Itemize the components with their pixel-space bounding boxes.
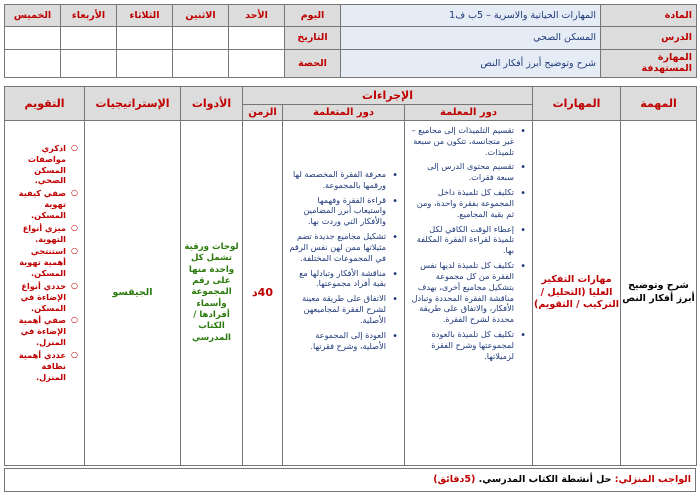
- list-item: • تشكيل مجاميع جديدة تضم مثيلاتها ممن لهن نفس الرقم في المجموعات المختلفة.: [287, 231, 398, 263]
- list-item: • تكليف كل تلميذة داخل المجموعة بفقرة واحدة، ومن ثم بقية المجاميع.: [409, 187, 526, 219]
- lesson-value: المسكن الصحي: [341, 27, 601, 49]
- skills-header: المهارات: [533, 87, 621, 121]
- teacher-role-header: دور المعلمة: [405, 105, 533, 121]
- list-item: ○ صفي أهمية الإضاءة في المنزل.: [9, 315, 78, 347]
- date-cell: [117, 27, 173, 49]
- day-tuesday: الثلاثاء: [117, 5, 173, 27]
- period-cell: [5, 49, 61, 77]
- subject-value: المهارات الحياتية والاسرية – 5ب ف1: [341, 5, 601, 27]
- homework-bar: [4, 468, 696, 492]
- target-skill-label: المهارة المستهدفة: [601, 49, 697, 77]
- tools-cell: لوحات ورقية تشمل كل واحدة منها على رقم المجموعة وأسماء أفرادها / الكتاب المدرسي: [181, 121, 243, 466]
- period-cell: [117, 49, 173, 77]
- homework-text: حل أنشطة الكتاب المدرسي.: [478, 474, 612, 485]
- lesson-label: الدرس: [601, 27, 697, 49]
- evaluation-cell: [5, 121, 85, 466]
- list-item: • الاتفاق على طريقة معينة لشرح الفقرة لمجاميعهن الأصلية.: [287, 293, 398, 325]
- period-cell: [173, 49, 229, 77]
- list-item: ○ استنتجي أهمية تهوية المسكن.: [9, 246, 78, 278]
- homework-label: الواجب المنزلي:: [614, 474, 691, 485]
- list-item: • قراءة الفقرة وفهمها واستيعاب أبرز المضامين والأفكار التي وردت بها.: [287, 195, 398, 227]
- date-cell: [229, 27, 285, 49]
- task-header: المهمة: [621, 87, 697, 121]
- evaluation-header: التقويم: [5, 87, 85, 121]
- tools-header: الأدوات: [181, 87, 243, 121]
- date-cell: [173, 27, 229, 49]
- period-cell: [229, 49, 285, 77]
- strategy-cell: الجيقسو: [85, 121, 181, 466]
- list-item: • تكليف كل تلميذة لديها نفس الفقرة من كل مجموعة بتشكيل مجاميع أخرى، بهدف مناقشة الفقرة المحددة وتبادل الأفكار، والاتفاق على طريقة محددة لشرح الفقرة.: [409, 260, 526, 325]
- date-label: التاريخ: [285, 27, 341, 49]
- time-cell: 40د: [243, 121, 283, 466]
- day-thursday: الخميس: [5, 5, 61, 27]
- strategies-header: الإستراتيجيات: [85, 87, 181, 121]
- skills-cell: مهارات التفكير العليا (التحليل / التركيب / التقويم): [533, 121, 621, 466]
- learner-role-header: دور المتعلمة: [283, 105, 405, 121]
- task-cell: شرح وتوضيح أبرز أفكار النص: [621, 121, 697, 466]
- day-monday: الاثنين: [173, 5, 229, 27]
- date-cell: [61, 27, 117, 49]
- list-item: • إعطاء الوقت الكافي لكل تلميذة لقراءة الفقرة المكلفة بها.: [409, 224, 526, 256]
- list-item: • مناقشة الأفكار وتبادلها مع بقية أفراد مجموعتها.: [287, 268, 398, 290]
- list-item: • معرفة الفقرة المخصصة لها ورقمها بالمجموعة.: [287, 169, 398, 191]
- list-item: • تكليف كل تلميذة بالعودة لمجموعتها وشرح الفقرة لزميلاتها.: [409, 329, 526, 361]
- target-skill-value: شرح وتوضيح أبرز أفكار النص: [341, 49, 601, 77]
- list-item: ○ حددي أنواع الإضاءة في المسكن.: [9, 281, 78, 313]
- lesson-header-table: [4, 4, 697, 78]
- period-cell: [61, 49, 117, 77]
- day-label: اليوم: [285, 5, 341, 27]
- subject-label: المادة: [601, 5, 697, 27]
- time-header: الزمن: [243, 105, 283, 121]
- date-cell: [5, 27, 61, 49]
- homework-time: (5دقائق): [433, 474, 476, 485]
- list-item: ○ صفي كيفية تهوية المسكن.: [9, 188, 78, 220]
- learner-role-cell: [283, 121, 405, 466]
- day-wednesday: الأربعاء: [61, 5, 117, 27]
- procedures-header: الإجراءات: [243, 87, 533, 105]
- lesson-plan-table: [4, 86, 697, 466]
- teacher-role-cell: [405, 121, 533, 466]
- list-item: • تقسيم التلميذات إلى مجاميع – غير متجانسة، تتكون من سبعة تلميذات.: [409, 125, 526, 157]
- list-item: • العودة إلى المجموعة الأصلية، وشرح فقرتها.: [287, 330, 398, 352]
- list-item: ○ عددي أهمية نظافة المنزل.: [9, 350, 78, 382]
- day-sunday: الأحد: [229, 5, 285, 27]
- list-item: • تقسيم محتوى الدرس إلى سبعة فقرات.: [409, 161, 526, 183]
- list-item: ○ ميزي أنواع التهوية.: [9, 223, 78, 245]
- period-label: الحصة: [285, 49, 341, 77]
- list-item: ○ اذكري مواصفات المسكن الصحي.: [9, 143, 78, 186]
